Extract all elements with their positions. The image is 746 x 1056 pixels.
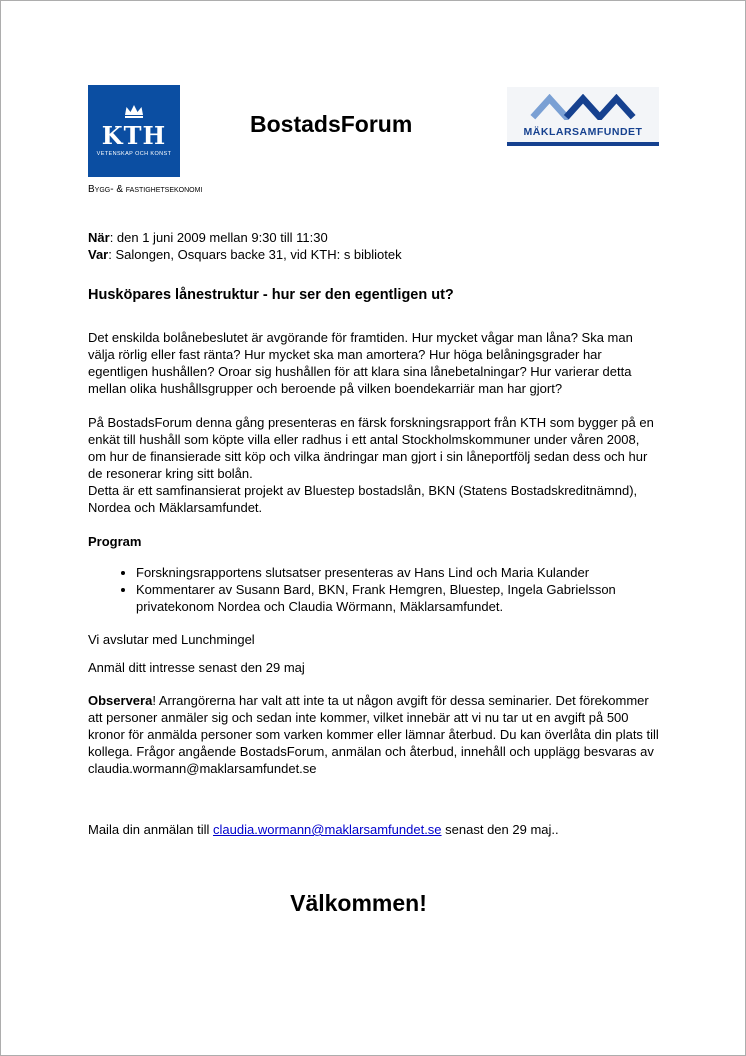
- maklarsamfundet-m-icon: [523, 107, 643, 124]
- welcome-heading: Välkommen!: [290, 890, 427, 916]
- program-item: • Kommentarer av Susann Bard, BKN, Frank Hemgren, Bluestep, Ingela Gabrielsson privatekonom Nordea och Claudia Wörmann, Mäklarsamfundet.: [136, 581, 659, 615]
- kth-crown-icon: [122, 104, 146, 122]
- notice-label: Observera: [88, 693, 153, 708]
- page-title: BostadsForum: [250, 111, 413, 137]
- email-link[interactable]: claudia.wormann@maklarsamfundet.se: [213, 822, 442, 837]
- when-value: : den 1 juni 2009 mellan 9:30 till 11:30: [109, 230, 328, 245]
- when-label: När: [88, 230, 110, 245]
- event-details: [88, 229, 659, 263]
- maklarsamfundet-bar: [507, 142, 659, 146]
- intro-paragraph: Det enskilda bolånebeslutet är avgörande för framtiden. Hur mycket vågar man låna? Ska man välja rörlig eller fast ränta? Hur mycket ska man amortera? Hur höga belåningsgrader har egentligen hushållen? Oroar sig hushållen för att klara sina lånebetalningar? Hur varierar detta mellan olika hushållsgrupper och beroende på vilken boendekarriär man har gjort?: [88, 330, 633, 396]
- report-paragraph-group: [88, 414, 659, 516]
- kth-logo: [88, 85, 180, 177]
- where-label: Var: [88, 247, 109, 262]
- notice-paragraph: [88, 692, 659, 777]
- program-item: • Forskningsrapportens slutsatser presenteras av Hans Lind och Maria Kulander: [136, 564, 659, 581]
- kth-department-label: Bygg- & fastighetsekonomi: [88, 184, 203, 195]
- event-datetime: [88, 229, 659, 246]
- program-list: [88, 564, 659, 615]
- where-value: : Salongen, Osquars backe 31, vid KTH: s bibliotek: [108, 247, 402, 262]
- document-header: [88, 85, 659, 195]
- kth-logo-block: [88, 85, 216, 195]
- kth-logo-subtitle: VETENSKAP OCH KONST: [96, 150, 172, 157]
- maklarsamfundet-logo: [507, 87, 659, 146]
- mail-prefix: Maila din anmälan till: [88, 822, 214, 837]
- document-heading: Husköpares lånestruktur - hur ser den egentligen ut?: [88, 287, 454, 303]
- rsvp-note: Anmäl ditt intresse senast den 29 maj: [88, 660, 305, 675]
- program-heading: Program: [88, 534, 142, 549]
- kth-logo-text: KTH: [101, 120, 167, 150]
- mail-suffix: senast den 29 maj..: [441, 822, 559, 837]
- report-paragraph: På BostadsForum denna gång presenteras en färsk forskningsrapport från KTH som bygger på en enkät till hushåll som köpte villa eller radhus i ett antal Stockholmskommuner under våren 2008, om hur de finansierade sitt köp och vilka ändringar man gjort i sin låneportfölj sedan dess och hur de resonerar kring sitt bolån.: [88, 415, 654, 481]
- maklarsamfundet-wordmark: MÄKLARSAMFUNDET: [523, 126, 643, 138]
- notice-text: ! Arrangörerna har valt att inte ta ut någon avgift för dessa seminarier. Det förekommer att personer anmäler sig och sedan inte kommer, vilket innebär att vi nu tar ut en avgift på 500 kronor för anmälda personer som varken kommer eller lämnar återbud. Du kan överlåta din plats till kollega. Frågor angående BostadsForum, anmälan och återbud, innehåll och upplägg besvaras av claudia.wormann@maklarsamfundet.se: [88, 693, 659, 776]
- mail-instruction: [88, 821, 659, 838]
- event-location: [88, 246, 659, 263]
- funding-paragraph: Detta är ett samfinansierat projekt av Bluestep bostadslån, BKN (Statens Bostadskreditnämnd), Nordea och Mäklarsamfundet.: [88, 483, 638, 515]
- lunch-note: Vi avslutar med Lunchmingel: [88, 632, 255, 647]
